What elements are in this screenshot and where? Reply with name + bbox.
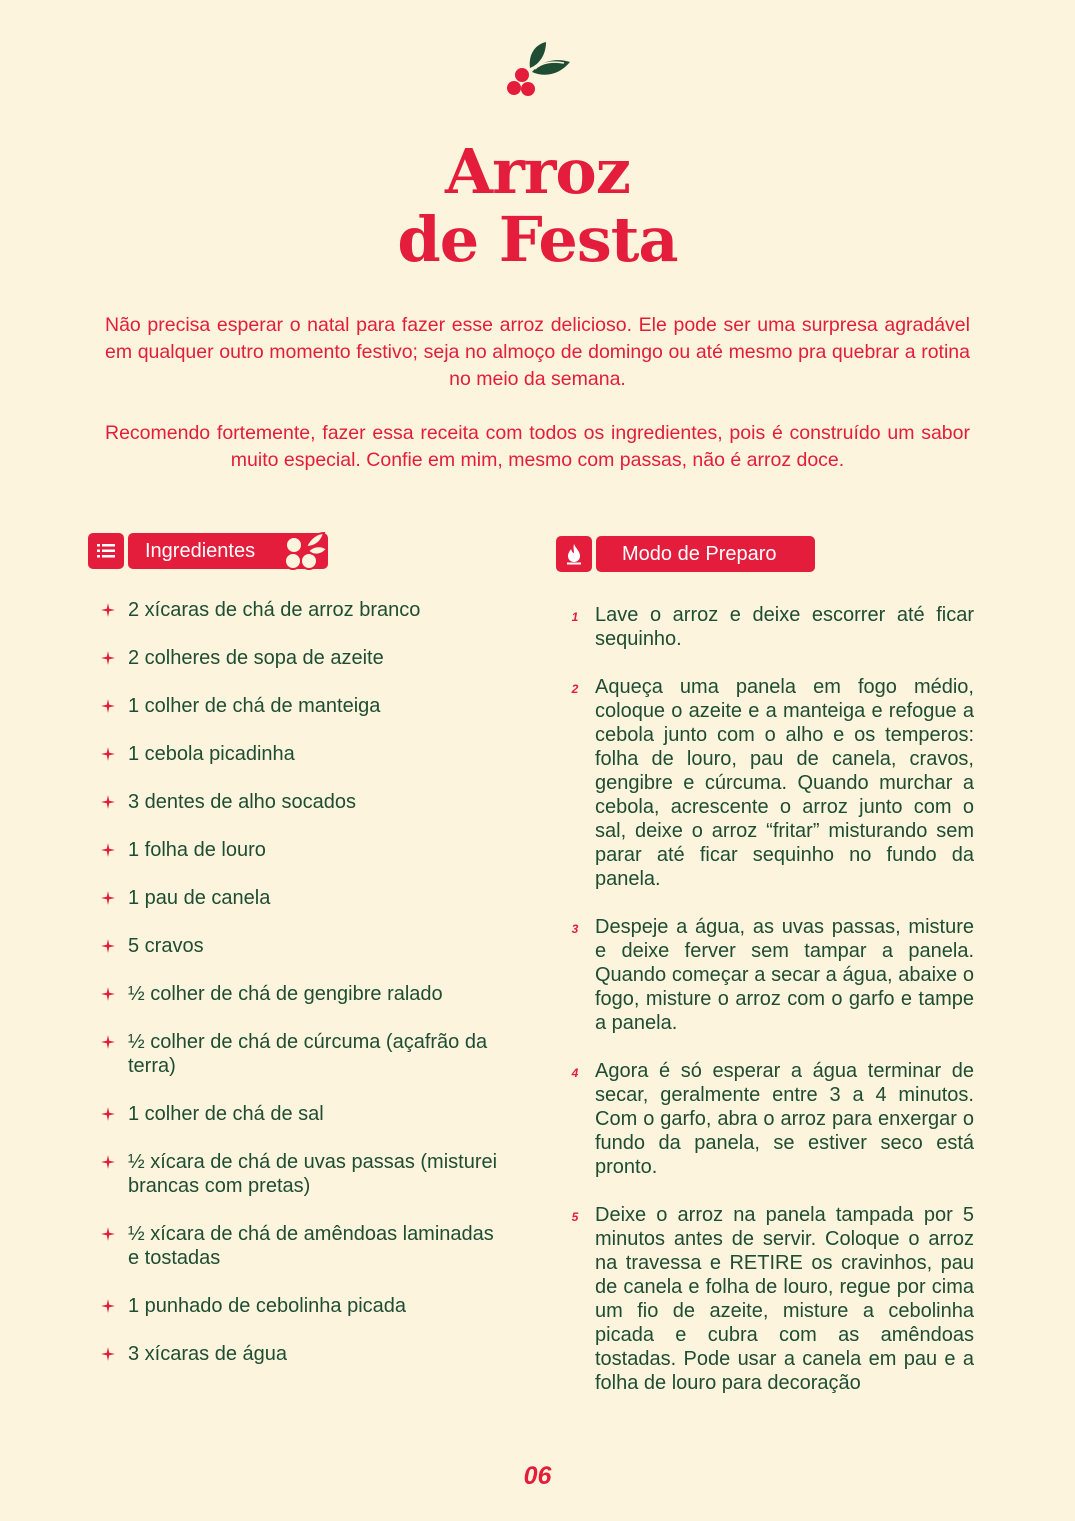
recipe-title	[0, 135, 1075, 276]
page-number: 06	[523, 1462, 552, 1490]
ingredient-text: 3 xícaras de água	[128, 1343, 287, 1365]
ingredient-text: ½ xícara de chá de amêndoas laminadas e tostadas	[128, 1223, 494, 1269]
ingredient-text: ½ xícara de chá de uvas passas (misturei brancas com pretas)	[128, 1151, 498, 1197]
ingredient-item	[98, 1030, 498, 1078]
berries-ornament-icon	[282, 529, 328, 573]
ingredient-text: 2 xícaras de chá de arroz branco	[128, 599, 421, 621]
sparkle-bullet-icon	[100, 890, 116, 906]
ingredient-item	[98, 982, 498, 1006]
step-text: Despeje a água, as uvas passas, misture e deixe ferver sem tampar a panela. Quando começar a secar a água, abaixe o fogo, misture o arroz com o garfo e tampe a panela.	[595, 916, 974, 1034]
sparkle-bullet-icon	[100, 602, 116, 618]
step-number: 4	[571, 1066, 579, 1080]
sparkle-bullet-icon	[100, 1034, 116, 1050]
sparkle-bullet-icon	[100, 698, 116, 714]
sparkle-bullet-icon	[100, 1226, 116, 1242]
preparation-step	[568, 915, 974, 1035]
sparkle-bullet-icon	[100, 938, 116, 954]
step-text: Aqueça uma panela em fogo médio, coloque o azeite e a manteiga e refogue a cebola junto com o alho e os temperos: folha de louro, pau de canela, cravos, gengibre e cúrcuma. Quando murchar a cebola, acrescente o arroz junto com o sal, deixe o arroz “fritar” misturando sem parar até ficar sequinho no fundo da panela.	[595, 676, 974, 890]
sparkle-bullet-icon	[100, 1298, 116, 1314]
sparkle-bullet-icon	[100, 1154, 116, 1170]
ingredients-list	[98, 598, 498, 1390]
preparation-step	[568, 1203, 974, 1395]
flame-icon	[556, 536, 592, 572]
step-number: 1	[571, 610, 579, 624]
ingredients-header	[128, 533, 328, 569]
title-line-2: de Festa	[397, 203, 678, 276]
preparation-header	[596, 536, 815, 572]
list-icon	[88, 533, 124, 569]
preparation-step	[568, 603, 974, 651]
sparkle-bullet-icon	[100, 650, 116, 666]
title-line-1: Arroz	[445, 135, 630, 208]
preparation-steps	[568, 603, 974, 1419]
intro-paragraph-2: Recomendo fortemente, fazer essa receita com todos os ingredientes, pois é construído um sabor muito especial. Confie em mim, mesmo com passas, não é arroz doce.	[105, 422, 970, 471]
ingredient-item	[98, 790, 498, 814]
ingredient-text: 1 pau de canela	[128, 887, 271, 909]
ingredient-text: ½ colher de chá de gengibre ralado	[128, 983, 443, 1005]
ingredient-text: 2 colheres de sopa de azeite	[128, 647, 384, 669]
preparation-step	[568, 675, 974, 891]
ingredients-header-label: Ingredientes	[145, 540, 256, 562]
ingredient-item	[98, 886, 498, 910]
ingredient-item	[98, 742, 498, 766]
step-number: 3	[571, 922, 579, 936]
ingredient-text: ½ colher de chá de cúrcuma (açafrão da terra)	[128, 1031, 488, 1077]
step-text: Lave o arroz e deixe escorrer até ficar sequinho.	[595, 604, 974, 650]
ingredient-item	[98, 1150, 498, 1198]
step-text: Deixe o arroz na panela tampada por 5 minutos antes de servir. Coloque o arroz na travessa e RETIRE os cravinhos, pau de canela e folha de louro, regue por cima um fio de azeite, misture a cebolinha picada e cubra com as amêndoas tostadas. Pode usar a canela em pau e a folha de louro para decoração	[595, 1204, 974, 1394]
step-number: 5	[571, 1210, 579, 1224]
ingredient-item	[98, 934, 498, 958]
sparkle-bullet-icon	[100, 1106, 116, 1122]
ingredient-item	[98, 598, 498, 622]
ingredient-item	[98, 1342, 498, 1366]
preparation-header-label: Modo de Preparo	[622, 543, 777, 565]
ingredient-text: 1 colher de chá de sal	[128, 1103, 324, 1125]
preparation-step	[568, 1059, 974, 1179]
ingredient-text: 1 colher de chá de manteiga	[128, 695, 381, 717]
ingredient-item	[98, 646, 498, 670]
sparkle-bullet-icon	[100, 746, 116, 762]
ingredient-item	[98, 694, 498, 718]
sparkle-bullet-icon	[100, 794, 116, 810]
step-text: Agora é só esperar a água terminar de secar, geralmente entre 3 a 4 minutos. Com o garfo, abra o arroz para enxergar o fundo da panela, se estiver seco está pronto.	[595, 1060, 974, 1178]
ingredient-text: 1 punhado de cebolinha picada	[128, 1295, 407, 1317]
ingredient-text: 1 folha de louro	[128, 839, 266, 861]
intro-text	[105, 312, 970, 474]
ingredient-item	[98, 1294, 498, 1318]
ingredient-text: 1 cebola picadinha	[128, 743, 295, 765]
sparkle-bullet-icon	[100, 1346, 116, 1362]
ingredient-text: 5 cravos	[128, 935, 204, 957]
sparkle-bullet-icon	[100, 842, 116, 858]
step-number: 2	[571, 682, 579, 696]
intro-paragraph-1: Não precisa esperar o natal para fazer esse arroz delicioso. Ele pode ser uma surpresa agradável em qualquer outro momento festivo; seja no almoço de domingo ou até mesmo pra quebrar a rotina no meio da semana.	[105, 314, 970, 390]
ingredient-item	[98, 838, 498, 862]
ingredient-item	[98, 1102, 498, 1126]
ingredient-item	[98, 1222, 498, 1270]
ingredient-text: 3 dentes de alho socados	[128, 791, 356, 813]
sparkle-bullet-icon	[100, 986, 116, 1002]
holly-logo-icon	[502, 40, 572, 100]
